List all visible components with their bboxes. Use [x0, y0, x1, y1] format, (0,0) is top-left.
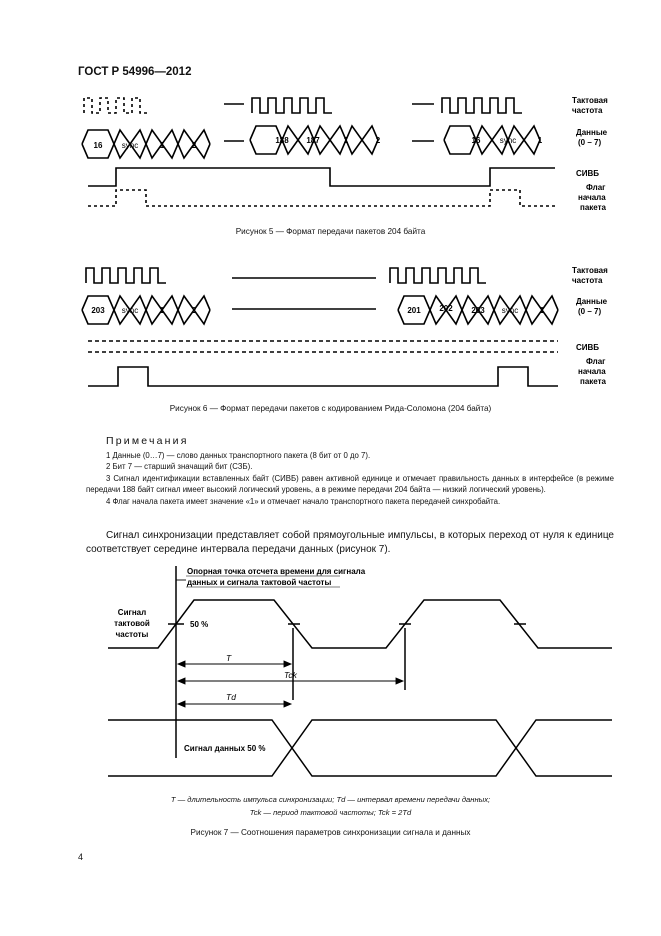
fig6-clock-left — [86, 268, 166, 283]
fig7-data-label: Сигнал данных 50 % — [184, 744, 266, 753]
fig7-ref-label-2: данных и сигнала тактовой частоты — [187, 578, 332, 587]
fig5-clock-mid — [252, 98, 332, 113]
fig5-sivb-waveform — [88, 168, 555, 186]
fig7-legend-line-2: Tck — период тактовой частоты; Tck = 2Td — [249, 808, 412, 817]
fig6-cell-b1: 202 — [439, 304, 453, 313]
note-item-1: 1 Данные (0…7) — слово данных транспортного пакета (8 бит от 0 до 7). — [106, 450, 371, 460]
fig7-clock-label-2: тактовой — [114, 619, 150, 628]
fig5-cell-a3: 2 — [191, 141, 197, 150]
fig7-clock-label-3: частоты — [115, 630, 149, 639]
fig5-cell-c0: 16 — [471, 136, 481, 145]
fig6-cell-a3: 2 — [191, 306, 197, 315]
fig6-cell-a2: 1 — [159, 306, 165, 315]
fig7-ref-label-1: Опорная точка отсчета времени для сигнала — [187, 567, 366, 576]
fig6-cell-b2: 203 — [471, 306, 485, 315]
body-paragraph: Сигнал синхронизации представляет собой прямоугольные импульсы, в которых переход от нуля к единице соответствует середине интервала передачи данных (рисунок 7). — [86, 530, 614, 555]
fig6-sivb-label: СИВБ — [576, 343, 600, 352]
fig5-data-label-2: (0 – 7) — [578, 138, 602, 147]
fig6-cell-b3: sync — [501, 306, 519, 315]
figure-5-timing-diagram — [0, 88, 661, 223]
fig6-data-label-1: Данные — [576, 297, 608, 306]
fig5-clock-label-1: Тактовая — [572, 96, 608, 105]
figure-6-timing-diagram — [0, 258, 661, 393]
figure-5-caption: Рисунок 5 — Формат передачи пакетов 204 байта — [235, 227, 426, 236]
fig5-cells-c-bottom — [444, 126, 540, 154]
fig6-data-label-2: (0 – 7) — [578, 307, 602, 316]
fig6-flag-waveform — [88, 367, 558, 386]
notes-block — [86, 436, 614, 508]
fig5-cell-a2: 1 — [159, 141, 165, 150]
fig5-flag-waveform — [88, 190, 555, 206]
note-item-3: 3 Сигнал идентификации вставленных байт (СИВБ) равен активной единице и отмечает правильность данных в интерфейсе (в режиме передачи 188 байт сигнал имеет высокий логический уровень, а в режиме передачи 204 байта — низкий логический уровень). — [86, 473, 614, 495]
note-item-4: 4 Флаг начала пакета имеет значение «1» и отмечает начало транспортного пакета передачей синхробайта. — [106, 496, 501, 506]
fig7-T-label: T — [226, 653, 232, 663]
fig6-cell-a0: 203 — [91, 306, 105, 315]
fig6-clock-right — [390, 268, 486, 283]
fig6-clock-label-2: частота — [572, 276, 603, 285]
fig5-cell-a1: sync — [121, 141, 139, 150]
fig7-Td-label: Td — [226, 692, 236, 702]
fig5-data-label-1: Данные — [576, 128, 608, 137]
fig7-clock-label-1: Сигнал — [117, 608, 147, 617]
fig6-flag-label-2: начала — [578, 367, 606, 376]
fig6-cell-b4: 1 — [539, 306, 545, 315]
fig6-clock-label-1: Тактовая — [572, 266, 608, 275]
fig6-flag-label-3: пакета — [580, 377, 606, 386]
fig5-flag-label-3: пакета — [580, 203, 606, 212]
fig7-Tck-label: Tck — [284, 670, 297, 680]
fig5-clock-dashed — [84, 98, 148, 113]
fig5-cell-b3: 2 — [375, 136, 381, 145]
page-number: 4 — [78, 852, 84, 862]
fig5-cell-b2: 1 — [343, 136, 349, 145]
fig5-cell-a0: 16 — [93, 141, 103, 150]
fig5-cell-b0: 188 — [275, 136, 289, 145]
notes-title: Примечания — [106, 435, 189, 447]
fig7-clock-50pct: 50 % — [190, 620, 209, 629]
fig5-clock-right — [442, 98, 522, 113]
fig5-flag-label-1: Флаг — [586, 183, 606, 192]
fig5-sivb-label: СИВБ — [576, 169, 600, 178]
figure-7-caption: Рисунок 7 — Соотношения параметров синхронизации сигнала и данных — [190, 828, 471, 837]
figure-6-caption: Рисунок 6 — Формат передачи пакетов с кодированием Рида-Соломона (204 байта) — [169, 404, 492, 413]
page-header: ГОСТ Р 54996—2012 — [78, 66, 192, 78]
fig6-cell-b0: 201 — [407, 306, 421, 315]
fig5-flag-label-2: начала — [578, 193, 606, 202]
figure-7-timing-diagram — [0, 560, 661, 792]
fig5-cell-c2: 1 — [537, 136, 543, 145]
fig5-cell-b1: 187 — [306, 136, 320, 145]
fig5-cell-c1: sync — [499, 136, 517, 145]
fig5-clock-label-2: частота — [572, 106, 603, 115]
fig6-flag-label-1: Флаг — [586, 357, 606, 366]
fig6-cell-a1: sync — [121, 306, 139, 315]
fig7-legend-line-1: T — длительность импульса синхронизации; Td — интервал времени передачи данных; — [170, 795, 491, 804]
note-item-2: 2 Бит 7 — старший значащий бит (СЗБ). — [106, 462, 253, 472]
